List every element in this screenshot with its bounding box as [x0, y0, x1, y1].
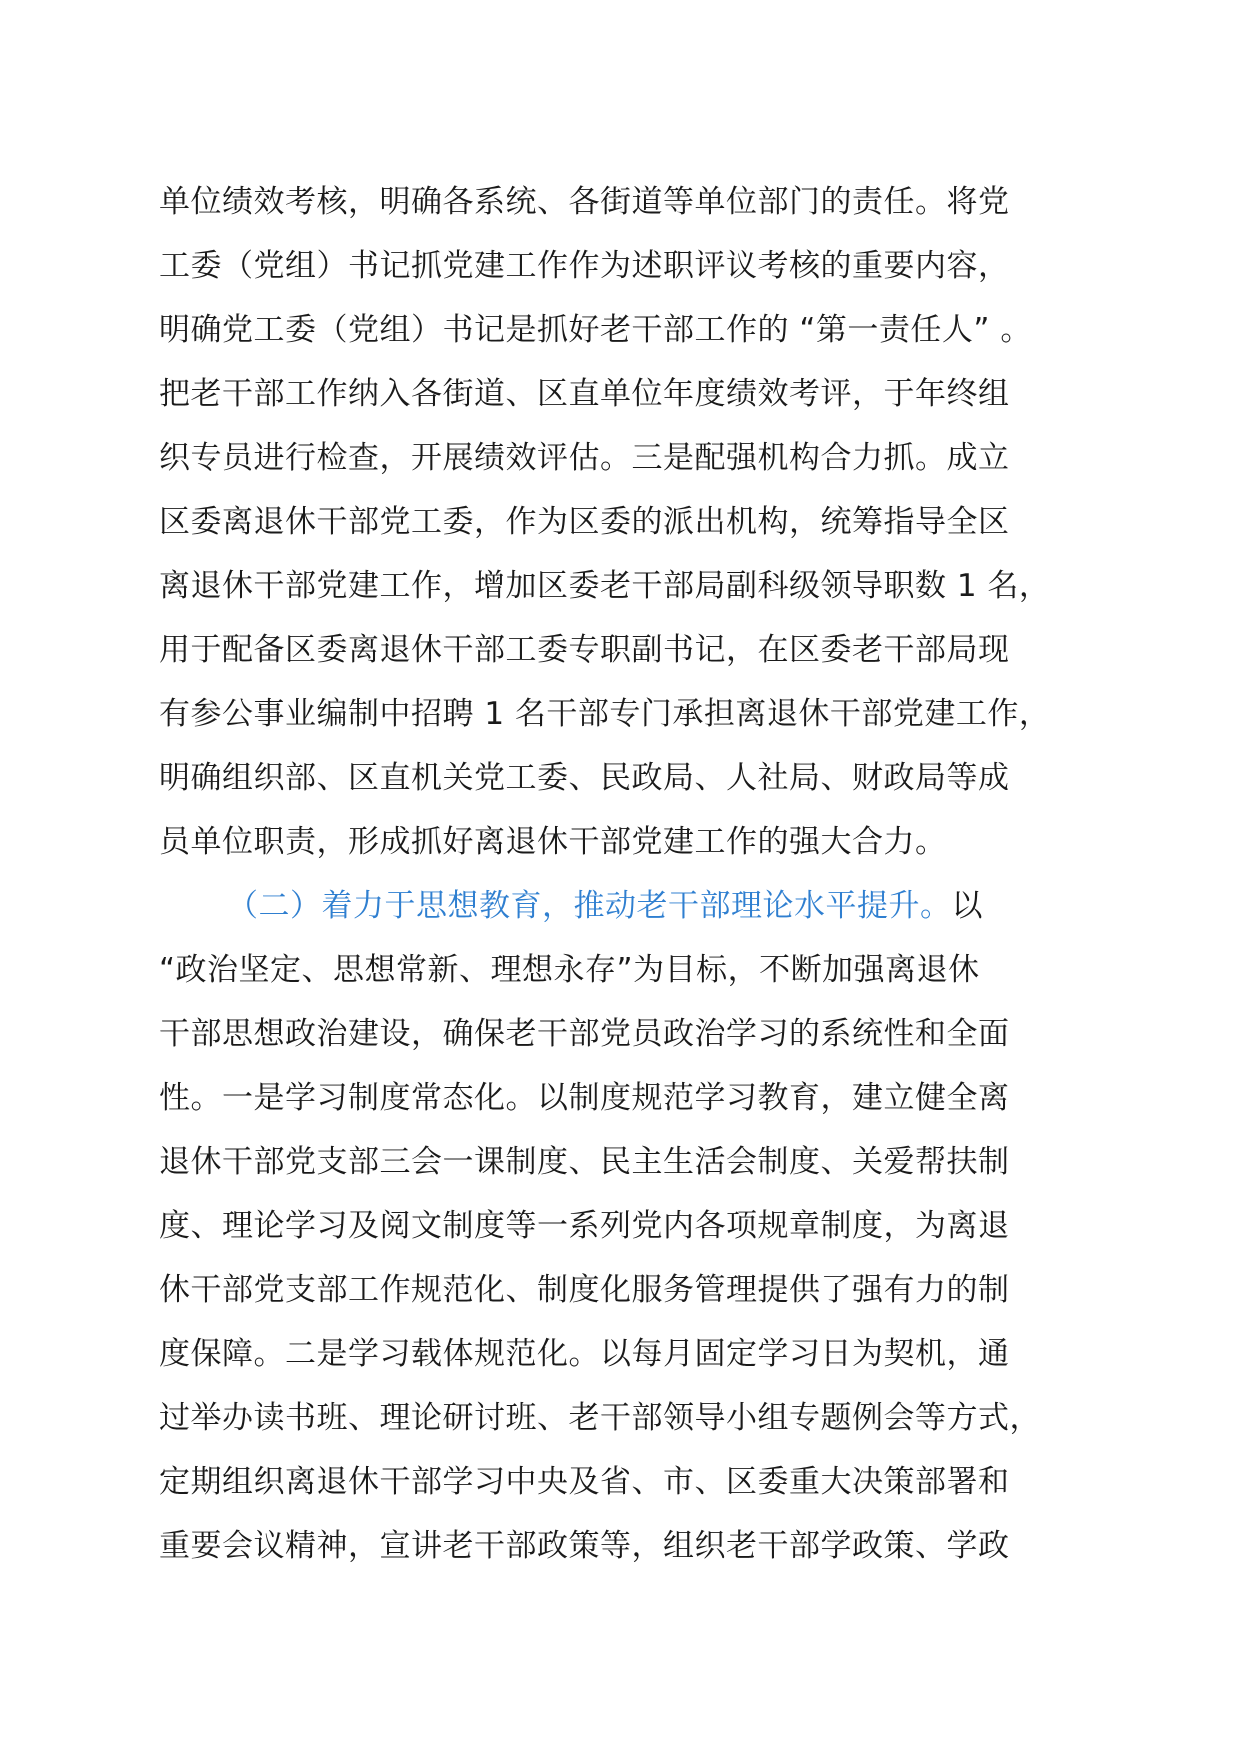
text-line: 明确组织部、区直机关党工委、民政局、人社局、财政局等成: [159, 760, 1010, 796]
text-line: 工委（党组）书记抓党建工作作为述职评议考核的重要内容，: [159, 248, 1010, 284]
section-heading-tail: 以: [951, 888, 983, 924]
text-line: 区委离退休干部党工委，作为区委的派出机构，统筹指导全区: [159, 504, 1010, 540]
text-line: 员单位职责，形成抓好离退休干部党建工作的强大合力。: [159, 824, 947, 860]
text-line: 明确党工委（党组）书记是抓好老干部工作的 “第一责任人” 。: [159, 312, 1032, 348]
section-text-line: 休干部党支部工作规范化、制度化服务管理提供了强有力的制: [159, 1272, 1010, 1308]
text-line: 离退休干部党建工作，增加区委老干部局副科级领导职数 1 名，: [159, 568, 1051, 604]
text-line: 用于配备区委离退休干部工委专职副书记，在区委老干部局现: [159, 632, 1010, 668]
section-text-line: “政治坚定、思想常新、理想永存”为目标，不断加强离退休: [159, 952, 980, 988]
section-text-line: 重要会议精神，宣讲老干部政策等，组织老干部学政策、学政: [159, 1528, 1010, 1564]
section-text-line: 退休干部党支部三会一课制度、民主生活会制度、关爱帮扶制: [159, 1144, 1010, 1180]
section-heading-line: [159, 874, 1119, 938]
section-text-line: 度保障。二是学习载体规范化。以每月固定学习日为契机，通: [159, 1336, 1010, 1372]
section-heading: （二）着力于思想教育，推动老干部理论水平提升。: [227, 888, 952, 924]
text-line: 有参公事业编制中招聘 1 名干部专门承担离退休干部党建工作，: [159, 696, 1051, 732]
body-text: [159, 170, 1119, 1578]
section-text-line: 定期组织离退休干部学习中央及省、市、区委重大决策部署和: [159, 1464, 1010, 1500]
text-line: 把老干部工作纳入各街道、区直单位年度绩效考评，于年终组: [159, 376, 1010, 412]
text-line: 织专员进行检查，开展绩效评估。三是配强机构合力抓。成立: [159, 440, 1010, 476]
text-line: 单位绩效考核，明确各系统、各街道等单位部门的责任。将党: [159, 184, 1010, 220]
section-text-line: 性。一是学习制度常态化。以制度规范学习教育，建立健全离: [159, 1080, 1010, 1116]
section-text-line: 度、理论学习及阅文制度等一系列党内各项规章制度，为离退: [159, 1208, 1010, 1244]
section-text-line: 过举办读书班、理论研讨班、老干部领导小组专题例会等方式，: [159, 1400, 1041, 1436]
section-text-line: 干部思想政治建设，确保老干部党员政治学习的系统性和全面: [159, 1016, 1010, 1052]
